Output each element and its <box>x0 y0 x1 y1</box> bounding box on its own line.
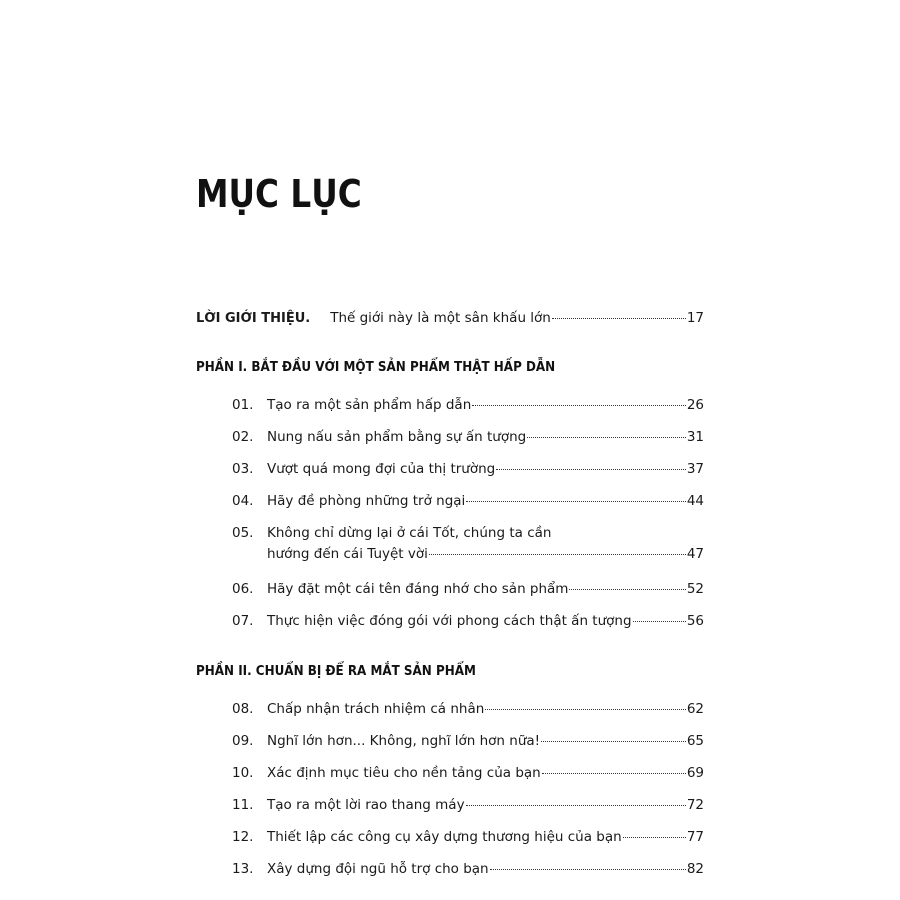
entry-page-number: 56 <box>686 613 704 629</box>
part-1-entries <box>232 397 704 645</box>
entry-number: 08. <box>232 701 254 717</box>
intro-entry <box>196 310 704 326</box>
dot-leader <box>496 468 686 470</box>
toc-entry <box>232 861 704 893</box>
entry-title: Nung nấu sản phẩm bằng sự ấn tượng <box>267 429 527 445</box>
entry-title: Hãy đặt một cái tên đáng nhớ cho sản phẩm <box>267 581 569 597</box>
dot-leader <box>466 500 686 502</box>
intro-page-number: 17 <box>686 310 704 326</box>
entry-page-number: 31 <box>686 429 704 445</box>
part-2-heading: PHẦN II. CHUẨN BỊ ĐỂ RA MẮT SẢN PHẨM <box>196 664 476 679</box>
toc-entry <box>232 829 704 861</box>
dot-leader <box>490 868 686 870</box>
entry-number: 11. <box>232 797 254 813</box>
dot-leader <box>633 620 686 622</box>
entry-page-number: 72 <box>686 797 704 813</box>
toc-entry <box>232 765 704 797</box>
part-2-entries <box>232 701 704 893</box>
dot-leader <box>623 836 686 838</box>
entry-title-line2: hướng đến cái Tuyệt vời <box>267 546 428 562</box>
entry-title: Chấp nhận trách nhiệm cá nhân <box>267 701 485 717</box>
entry-title: Tạo ra một lời rao thang máy <box>267 797 465 813</box>
entry-title: Thiết lập các công cụ xây dựng thương hiệu của bạn <box>267 829 622 845</box>
toc-entry <box>232 797 704 829</box>
toc-entry <box>232 461 704 493</box>
entry-title-line1: Không chỉ dừng lại ở cái Tốt, chúng ta cần <box>267 525 552 541</box>
entry-page-number: 37 <box>686 461 704 477</box>
toc-entry <box>232 397 704 429</box>
dot-leader <box>429 553 686 555</box>
entry-number: 05. <box>232 525 254 541</box>
dot-leader <box>485 708 686 710</box>
toc-entry <box>232 613 704 645</box>
dot-leader <box>569 588 685 590</box>
entry-page-number: 52 <box>686 581 704 597</box>
entry-title: Xác định mục tiêu cho nền tảng của bạn <box>267 765 541 781</box>
dot-leader <box>527 436 686 438</box>
toc-entry <box>232 733 704 765</box>
dot-leader <box>541 740 686 742</box>
entry-title: Hãy đề phòng những trở ngại <box>267 493 466 509</box>
entry-title: Nghĩ lớn hơn... Không, nghĩ lớn hơn nữa! <box>267 733 541 749</box>
intro-label: LỜI GIỚI THIỆU. <box>196 311 311 326</box>
part-1-heading: PHẦN I. BẮT ĐẦU VỚI MỘT SẢN PHẨM THẬT HẤP DẪN <box>196 360 556 375</box>
intro-text: Thế giới này là một sân khấu lớn <box>330 310 551 326</box>
dot-leader <box>542 772 686 774</box>
entry-title: Xây dựng đội ngũ hỗ trợ cho bạn <box>267 861 489 877</box>
entry-number: 07. <box>232 613 254 629</box>
entry-title: Thực hiện việc đóng gói với phong cách thật ấn tượng <box>267 613 632 629</box>
entry-number: 13. <box>232 861 254 877</box>
entry-number: 01. <box>232 397 254 413</box>
toc-entry <box>232 525 704 581</box>
entry-page-number: 65 <box>686 733 704 749</box>
toc-entry <box>232 701 704 733</box>
entry-number: 09. <box>232 733 254 749</box>
entry-title: Vượt quá mong đợi của thị trường <box>267 461 496 477</box>
entry-page-number: 26 <box>686 397 704 413</box>
entry-page-number: 77 <box>686 829 704 845</box>
entry-number: 10. <box>232 765 254 781</box>
entry-number: 12. <box>232 829 254 845</box>
page-title: MỤC LỤC <box>196 172 362 216</box>
entry-page-number: 62 <box>686 701 704 717</box>
entry-page-number: 82 <box>686 861 704 877</box>
dot-leader <box>472 404 686 406</box>
toc-entry <box>232 493 704 525</box>
dot-leader <box>552 317 686 319</box>
toc-entry <box>232 429 704 461</box>
entry-number: 06. <box>232 581 254 597</box>
entry-page-number: 47 <box>686 546 704 562</box>
entry-page-number: 44 <box>686 493 704 509</box>
dot-leader <box>466 804 686 806</box>
entry-page-number: 69 <box>686 765 704 781</box>
toc-entry <box>232 581 704 613</box>
entry-number: 04. <box>232 493 254 509</box>
entry-number: 03. <box>232 461 254 477</box>
entry-number: 02. <box>232 429 254 445</box>
entry-title: Tạo ra một sản phẩm hấp dẫn <box>267 397 472 413</box>
